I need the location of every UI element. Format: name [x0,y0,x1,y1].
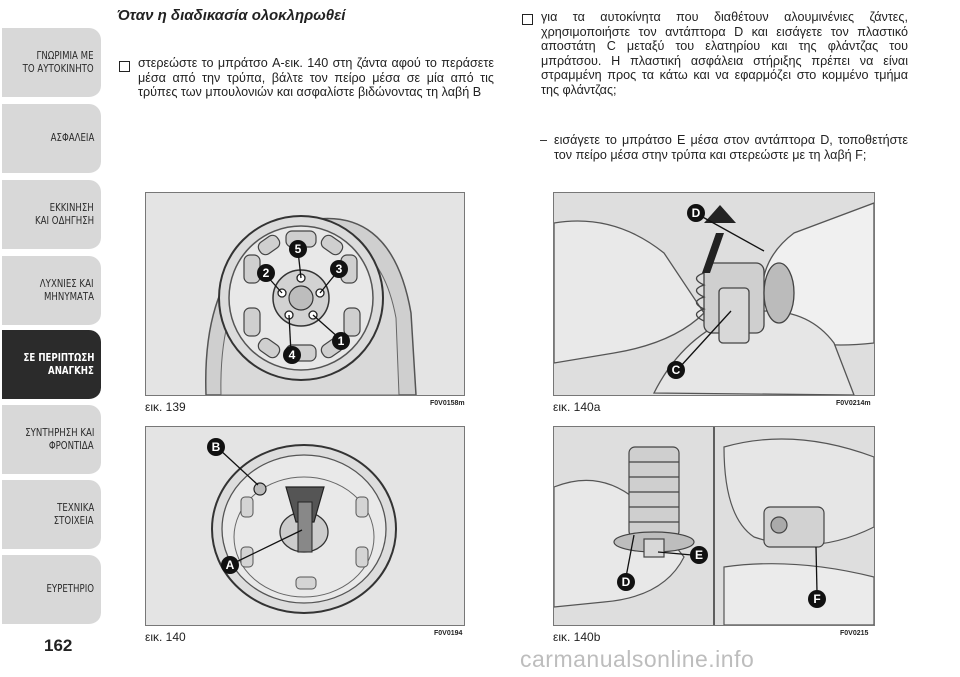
page-number: 162 [44,636,73,655]
chapter-tabs [0,0,103,640]
figure-caption: εικ. 139 [145,400,186,414]
callout-label: B [211,440,221,454]
watermark: carmanualsonline.info [520,646,755,672]
callout-label: C [671,363,681,377]
instruction-paragraph: στερεώστε το μπράτσο A-εικ. 140 στη ζάντα αφού το περάσετε μέσα από την τρύπα, βάλτε τον πείρο μέσα σε μία από τις τρύπες των μπουλονιών και ασφαλίστε βιδώνοντας τη λαβή B [138,56,494,100]
tab-index[interactable] [2,555,101,625]
callout-label: F [813,592,821,606]
checkbox-bullet-icon [119,61,130,72]
section-title: Όταν η διαδικασία ολοκληρωθεί [117,7,346,24]
tab-label: ΑΣΦΑΛΕΙΑ [50,132,94,144]
tab-label: ΜΗΝΥΜΑΤΑ [43,290,94,303]
tab-label: ΣΤΟΙΧΕΙΑ [54,514,94,527]
figure-wheel-bolts [145,192,465,396]
tab-label: ΕΚΚΙΝΗΣΗ [49,201,94,214]
tab-label: ΚΑΙ ΟΔΗΓΗΣΗ [34,214,94,227]
tab-label: ΤΕΧΝΙΚΑ [56,501,94,514]
tab-label: ΣΕ ΠΕΡΙΠΤΩΣΗ [23,351,94,364]
tab-label: ΕΥΡΕΤΗΡΙΟ [46,583,94,595]
checkbox-bullet-icon [522,14,533,25]
figure-code: F0V0158m [430,400,465,407]
tab-label: ΤΟ ΑΥΤΟΚΙΝΗΤΟ [22,62,94,75]
tab-label: ΣΥΝΤΗΡΗΣΗ ΚΑΙ [24,426,94,439]
figure-adapter-spacer [553,192,875,396]
tab-safety[interactable] [2,104,101,174]
callout-label: 1 [337,334,345,348]
callout-label: 4 [288,348,296,362]
tab-starting-driving[interactable] [2,180,101,250]
tab-technical-data[interactable] [2,480,101,550]
callout-label: E [694,548,704,562]
instruction-paragraph: εισάγετε το μπράτσο E μέσα στον αντάπτορα D, τοποθετήστε τον πείρο μέσα στην τρύπα και στερεώστε με τη λαβή F; [554,133,908,162]
figure-insert-arm [553,426,875,626]
figure-code: F0V0215 [840,630,869,637]
tab-emergency[interactable] [2,330,101,400]
tab-warning-lights[interactable] [2,256,101,326]
callout-label: D [691,206,701,220]
figure-caption: εικ. 140b [553,630,601,644]
tab-label: ΓΝΩΡΙΜΙΑ ΜΕ [36,49,94,62]
figure-code: F0V0214m [836,400,871,407]
figure-caption: εικ. 140a [553,400,601,414]
figure-spare-wheel [145,426,465,626]
dash-bullet: – [540,133,548,147]
instruction-paragraph: για τα αυτοκίνητα που διαθέτουν αλουμινένιες ζάντες, χρησιμοποιήστε τον αντάπτορα D και εισάγετε τον πλαστικό αποστάτη C μεταξύ του ελατηρίου και της φλάντζας του μπράτσου. Η πλαστική ασφάλεια στήριξης πρέπει να είναι στραμμένη προς τα κάτω και να εφαρμόζει στο κομμένο τμήμα της φλάντζας; [541,10,908,97]
callout-label: D [621,575,631,589]
tab-label: ΛΥΧΝΙΕΣ ΚΑΙ [40,277,94,290]
tab-label: ΑΝΑΓΚΗΣ [48,364,94,377]
figure-caption: εικ. 140 [145,630,186,644]
figure-code: F0V0194 [434,630,463,637]
tab-label: ΦΡΟΝΤΙΔΑ [49,439,94,452]
tab-getting-to-know[interactable] [2,28,101,98]
callout-label: 3 [335,262,343,276]
callout-label: 5 [294,242,302,256]
callout-label: A [225,558,235,572]
callout-label: 2 [262,266,270,280]
tab-maintenance[interactable] [2,405,101,475]
